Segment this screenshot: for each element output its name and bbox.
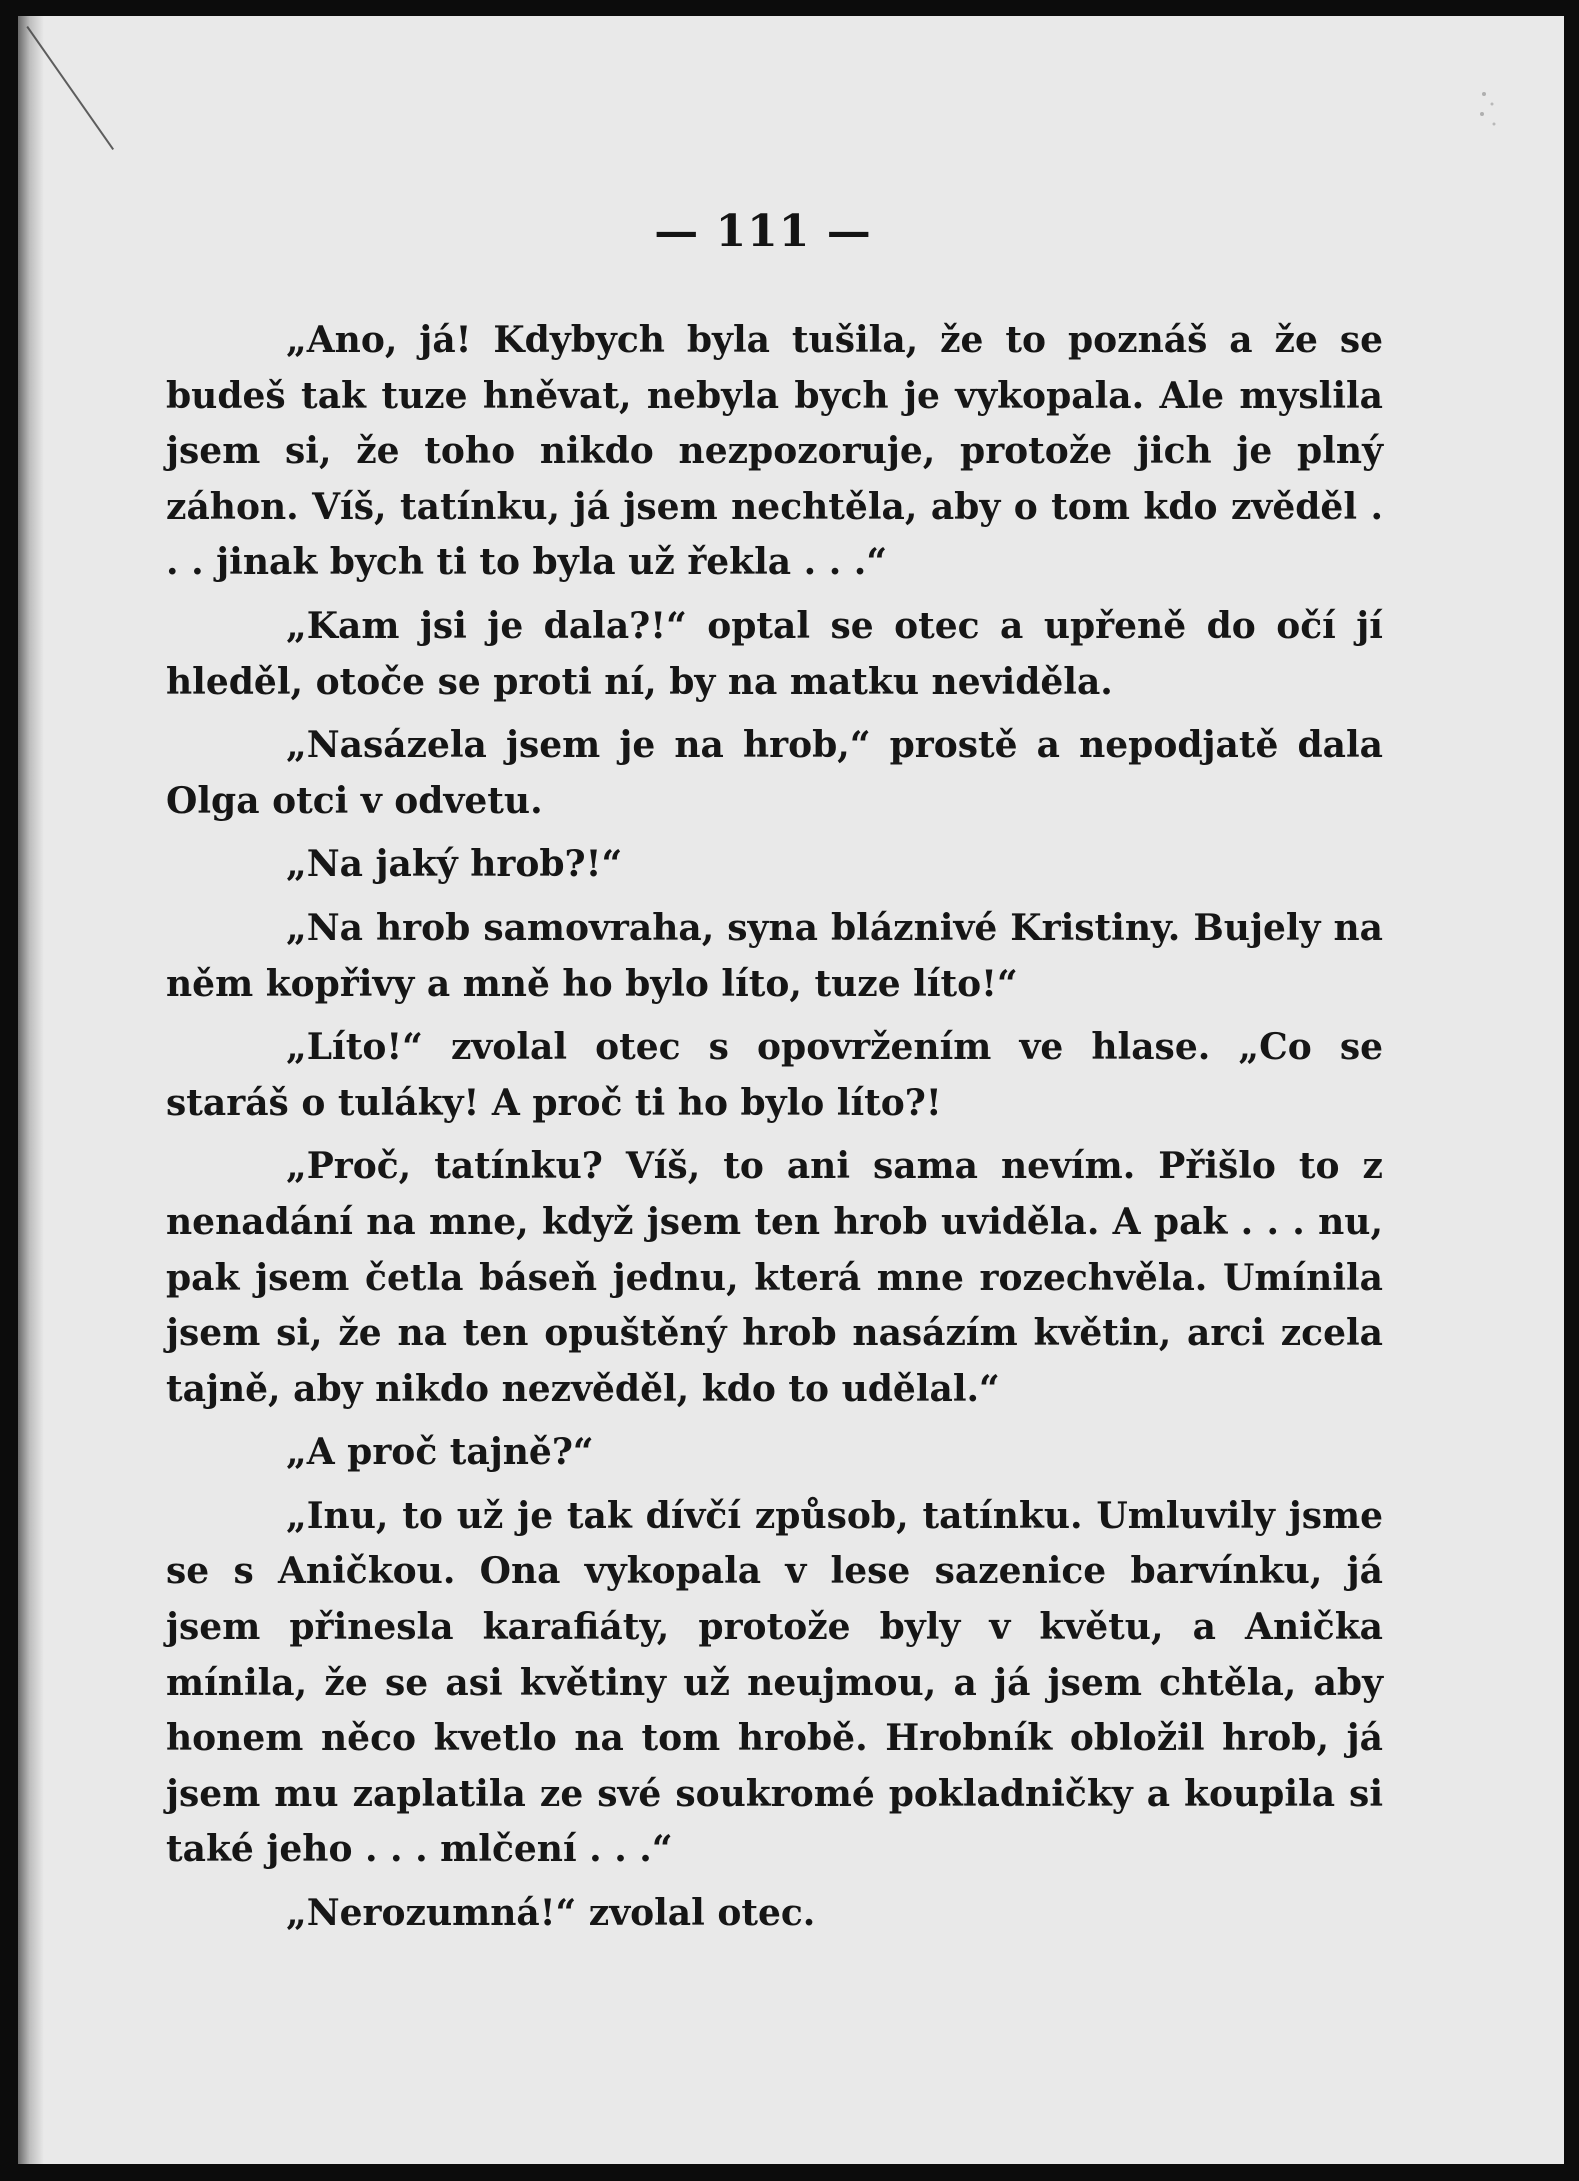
paragraph: „Nasázela jsem je na hrob,“ prostě a nepodjatě dala Olga otci v odvetu. <box>166 724 1383 822</box>
paragraph: „Proč, tatínku? Víš, to ani sama nevím. Přišlo to z nenadání na mne, když jsem ten hrob uviděla. A pak . . . nu, pak jsem četla báseň jednu, která mne rozechvěla. Umínila jsem si, že na ten opuštěný hrob nasázím květin, arci zcela tajně, aby nikdo nezvěděl, kdo to udělal.“ <box>166 1145 1383 1410</box>
paper-speck-marks <box>1474 86 1504 136</box>
book-page <box>18 16 1564 2164</box>
paragraph: „Inu, to už je tak dívčí způsob, tatínku. Umluvily jsme se s Aničkou. Ona vykopala v lese sazenice barvínku, já jsem přinesla karafiáty, protože byly v květu, a Anička mínila, že se asi květiny už neujmou, a já jsem chtěla, aby honem něco kvetlo na tom hrobě. Hrobník obložil hrob, já jsem mu zaplatila ze své soukromé pokladničky a koupila si také jeho . . . mlčení . . .“ <box>166 1494 1383 1871</box>
paragraph: „Líto!“ zvolal otec s opovržením ve hlase. „Co se staráš o tuláky! A proč ti ho bylo líto?! <box>166 1026 1383 1124</box>
paragraph: „Ano, já! Kdybych byla tušila, že to poznáš a že se budeš tak tuze hněvat, nebyla bych je vykopala. Ale myslila jsem si, že toho nikdo nezpozoruje, protože jich je plný záhon. Víš, tatínku, já jsem nechtěla, aby o tom kdo zvěděl . . . jinak bych ti to byla už řekla . . .“ <box>166 319 1383 584</box>
paragraph: „A proč tajně?“ <box>286 1431 594 1474</box>
paragraph: „Na hrob samovraha, syna bláznivé Kristiny. Bujely na něm kopřivy a mně ho bylo líto, tuze líto!“ <box>166 906 1383 1005</box>
paragraph: „Kam jsi je dala?!“ optal se otec a upřeně do očí jí hleděl, otoče se proti ní, by na matku neviděla. <box>166 604 1383 703</box>
paragraph: „Na jaký hrob?!“ <box>286 843 623 886</box>
body-text <box>166 313 1383 1950</box>
page-number: — 111 — <box>654 206 872 257</box>
paragraph: „Nerozumná!“ zvolal otec. <box>286 1892 816 1935</box>
gutter-shadow <box>18 16 44 2164</box>
